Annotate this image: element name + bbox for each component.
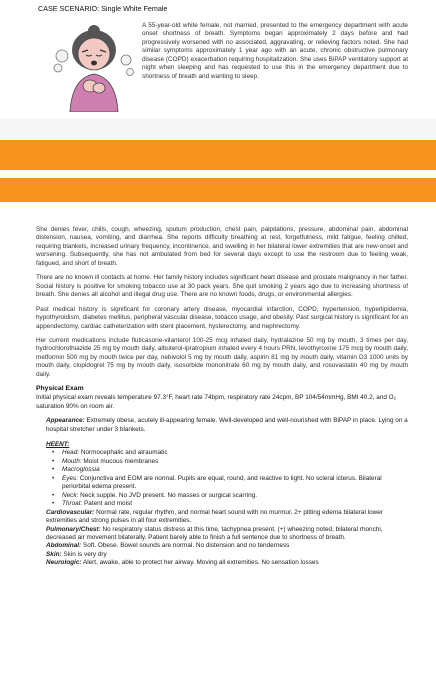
list-item: • Head: Normocephalic and atraumatic — [52, 449, 408, 457]
orange-divider-band-lower — [0, 178, 436, 202]
list-item: • Macroglossia — [52, 466, 408, 474]
sick-woman-illustration-icon — [52, 22, 136, 112]
appearance-label: Appearance: — [46, 417, 85, 425]
heent-label: HEENT: — [46, 441, 70, 449]
neurologic-finding: Neurologic: Alert, awake, able to protect her airway. Moving all extremities. No sensation losses — [46, 559, 319, 567]
skin-finding: Skin: Skin is very dry — [46, 550, 107, 558]
medications-paragraph: Her current medications include fluticasone-vilanterol 100-25 mcg inhaled daily, hydralazine 50 mg by mouth, 3 times per day, hydrochlorothiazide 25 mg by mouth daily, albuterol-ipratropium inhaled every 4 hours PRN, levothyroxine 175 mcg by mouth daily, metformin 500 mg by mouth twice per day, nebivolol 5 mg by mouth daily, aspirin 81 mg by mouth daily, vitamin D3 1000 units by mouth daily, clopidogrel 75 mg by mouth daily, isosorbide mononitrate 60 mg by mouth daily, and rosuvastatin 40 mg by mouth daily. — [36, 336, 408, 378]
list-item: • Eyes: Conjunctiva and EOM are normal. Pupils are equal, round, and reactive to light. No scleral icterus. Bilateral periorbital edema present. — [52, 475, 408, 492]
divider-gap — [0, 170, 436, 178]
past-medical-paragraph: Past medical history is significant for coronary artery disease, myocardial infarction, COPD, hypertension, hyperlipidemia, hypothyroidism, diabetes mellitus, peripheral vascular disease, tobacco usage, and obesity. Past surgical history is significant for an appendectomy, cardiac catheterization with stent placement, hysterectomy, and nephrectomy. — [36, 305, 408, 330]
list-item: • Throat: Patent and moist — [52, 500, 408, 508]
heent-list — [52, 449, 408, 508]
appearance-text: Extremely obese, acutely ill-appearing female. Well-developed and well-nourished with BiPAP in place. Lying on a hospital stretcher under 3 blankets. — [46, 417, 408, 433]
cardiovascular-finding: Cardiovascular: Normal rate, regular rhythm, and normal heart sound with no murmur. 2+ pitting edema bilateral lower extremities and strong pulses in all four extremities. — [46, 508, 383, 525]
pulmonary-finding: Pulmonary/Chest: No respiratory status distress at this time, tachypnea present, (+) wheezing noted, bilateral rhonchi, decreased air movement bilaterally. Patient barely able to finish a full sentence due to shortness of breath. — [46, 525, 383, 542]
symptoms-paragraph: She denies fever, chills, cough, wheezing, sputum production, chest pain, palpitations, pressure, abdominal pain, abdominal distension, nausea, vomiting, and diarrhea. She reports difficulty breathing at rest, forgetfulness, mild fatigue, feeling chilled, requiring blankets, increased urinary frequency, incontinence, and swelling in her bilateral lower extremities that are new-onset and worsening. Subsequently, she has not ambulated from bed for several days except to use the restroom due to feeling weak, fatigued, and short of breath. — [36, 226, 408, 267]
appearance-section — [46, 417, 408, 434]
abdominal-finding: Abdominal: Soft. Obese. Bowel sounds are normal. No distension and no tenderness — [46, 542, 290, 550]
header-band — [0, 118, 436, 140]
orange-divider-band — [0, 140, 436, 170]
list-item: • Neck: Neck supple. No JVD present. No masses or surgical scarring. — [52, 492, 408, 500]
list-item: • Mouth: Moist mucous membranes — [52, 458, 408, 466]
physical-exam-heading: Physical Exam — [36, 385, 84, 393]
page-title: CASE SCENARIO: Single White Female — [38, 4, 168, 13]
history-paragraph: There are no known ill contacts at home. Her family history includes significant heart disease and prostate malignancy in her father. Social history is positive for smoking tobacco use at 30 pack years. She quit smoking 2 years ago due to increasing shortness of breath. She denies all alcohol and illegal drug use. There are no known foods, drugs, or environmental allergies. — [36, 274, 408, 299]
exam-intro: Initial physical exam reveals temperature 97.3°F, heart rate 74bpm, respiratory rate 24cpm, BP 104/54mmHg, BMI 40.2, and O₂ saturation 90% on room air. — [36, 394, 397, 410]
heent-section — [46, 441, 408, 568]
intro-paragraph: A 55-year-old white female, not married, presented to the emergency department with acute onset shortness of breath. Symptoms began approximately 2 days before and had progressively worsened with no associated, aggravating, or relieving factors noted. She had similar symptoms approximately 1 year ago with an acute, chronic obstructive pulmonary disease (COPD) exacerbation requiring hospitalization. She uses BiPAP ventilatory support at night when sleeping and has requested to use this in the emergency department due to shortness of breath and wanting to sleep. — [142, 22, 408, 80]
case-body — [36, 226, 408, 568]
